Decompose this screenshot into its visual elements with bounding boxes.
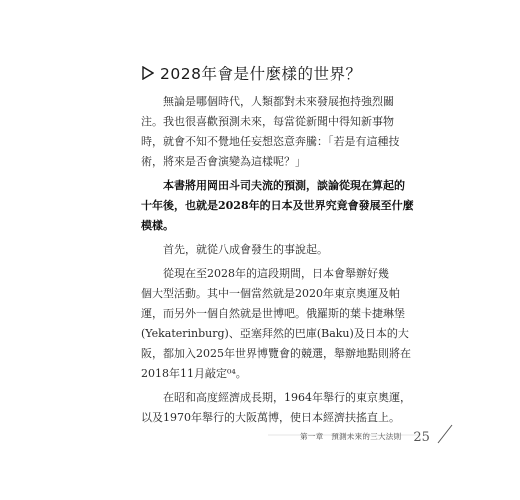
text-line: 術，將來是否會演變為這樣呢？」 — [141, 155, 306, 168]
text-line: 時，就會不知不覺地任妄想恣意奔騰：「若是有這種技 — [141, 135, 400, 148]
section-heading — [142, 62, 361, 84]
paragraph — [141, 264, 411, 384]
paragraph — [141, 240, 380, 260]
chapter-label: 第一章 預測未來的三大法則 — [300, 432, 402, 441]
paragraph — [141, 92, 400, 172]
play-outline-icon — [142, 66, 154, 80]
text-line: 個大型活動。其中一個當然就是2020年東京奧運及帕 — [141, 287, 400, 300]
text-line: 首先，就從八成會發生的事說起。 — [141, 243, 328, 256]
text-line: 無論是哪個時代，人類都對未來發展抱持強烈關 — [141, 95, 394, 108]
text-line: 以及1970年舉行的大阪萬博，使日本經濟扶搖直上。 — [141, 411, 400, 424]
text-line: 阪，都加入2025年世界博覽會的競選，舉辦地點則將在 — [141, 347, 411, 360]
text-line: (Yekaterinburg)、亞塞拜然的巴庫(Baku)及日本的大 — [141, 327, 409, 340]
body-text — [141, 92, 414, 428]
section-title: 2028年會是什麼樣的世界？ — [160, 65, 362, 83]
text-line: 注。我也很喜歡預測未來，每當從新聞中得知新事物 — [141, 115, 394, 128]
text-line: 2018年11月敲定⁰⁴。 — [141, 367, 247, 380]
text-line: 十年後，也就是2028年的日本及世界究竟會發展至什麼 — [141, 199, 414, 212]
text-line: 運，而另外一個自然就是世博吧。俄羅斯的葉卡捷琳堡 — [141, 307, 405, 320]
paragraph — [141, 388, 411, 428]
page-number: 25 — [413, 430, 430, 445]
slash-ornament — [436, 423, 454, 445]
text-line: 模樣。 — [141, 219, 174, 232]
text-line: 從現在至2028年的這段期間，日本會舉辦好幾 — [141, 267, 389, 280]
paragraph — [141, 176, 414, 236]
page-footer — [300, 423, 454, 445]
text-line: 本書將用岡田斗司夫流的預測，談論從現在算起的 — [141, 179, 405, 192]
text-line: 在昭和高度經濟成長期，1964年舉行的東京奧運， — [141, 391, 411, 404]
